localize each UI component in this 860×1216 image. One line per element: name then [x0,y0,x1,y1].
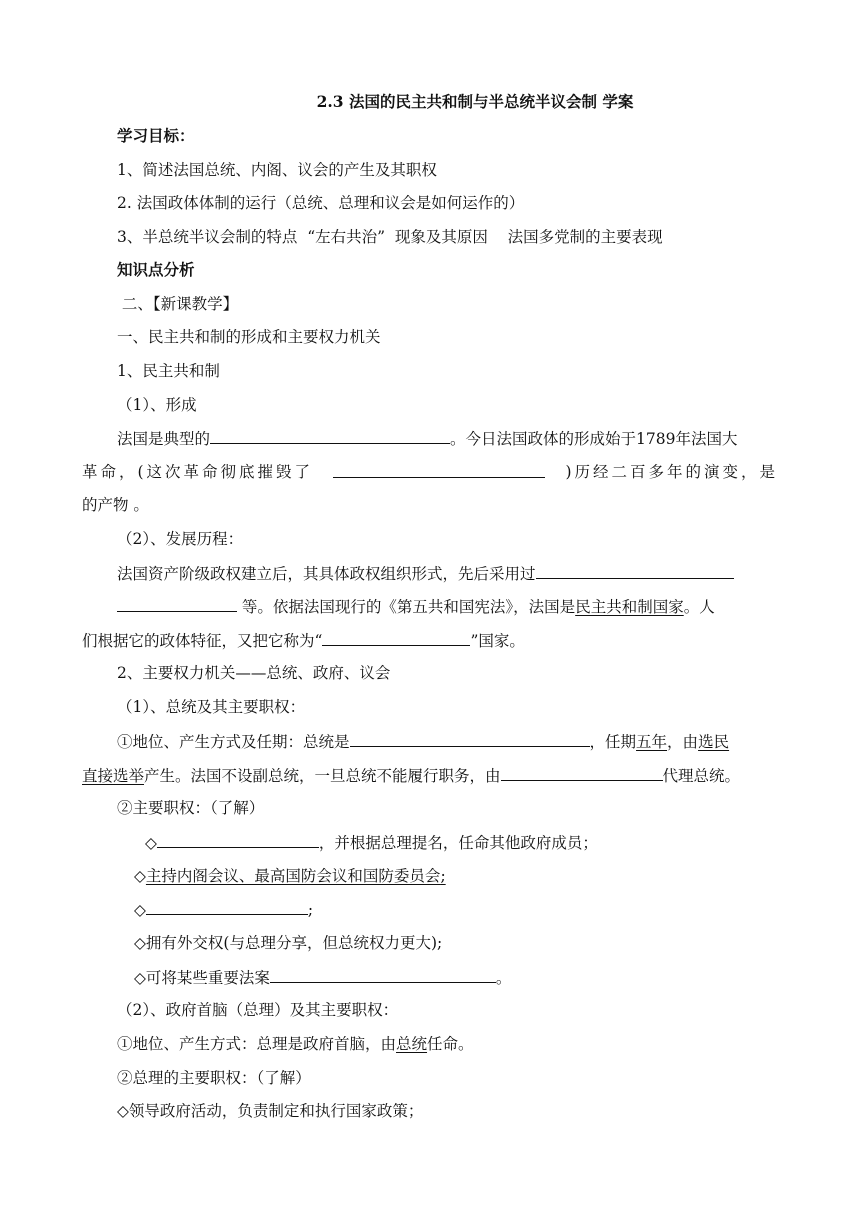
underlined-answer: 民主共和制国家 [575,598,684,616]
fill-blank[interactable] [501,765,663,781]
text-span: ”国家。 [470,632,525,650]
text-span: 等。依据法国现行的《第五共和国宪法》，法国是 [237,598,576,616]
formation-line-1 [117,428,737,449]
formation-label: （1）、形成 [117,396,197,414]
president-label: （1）、总统及其主要职权： [117,698,306,716]
history-line-2 [117,596,715,617]
objective-item: 2. 法国政体体制的运行（总统、总理和议会是如何运作的） [117,194,525,212]
page-title [0,92,860,112]
text-span: ①地位、产生方式及任期：总统是 [117,733,350,751]
text-span: 。今日法国政体的形成始于1789年法国大 [450,430,738,448]
fill-blank[interactable] [117,596,237,612]
fill-blank[interactable] [322,630,470,646]
power-item [134,967,511,988]
power-item: ◇领导政府活动，负责制定和执行国家政策； [117,1102,424,1120]
premier-powers-label: ②总理的主要职权：（了解） [117,1069,311,1087]
section-heading: 二、【新课教学】 [117,295,239,313]
text-span: ; [307,901,314,919]
diamond-bullet: ◇ [134,901,146,919]
power-item: ◇拥有外交权(与总理分享，但总统权力更大); [134,934,443,952]
text-span: ，由 [667,733,699,751]
power-item [145,832,598,853]
premier-line-1 [117,1034,474,1054]
formation-line-2 [82,462,778,482]
text-span: 任命。 [427,1035,474,1053]
fill-blank[interactable] [536,563,734,579]
formation-line-3: 的产物 。 [82,496,149,514]
text-span: 。人 [683,598,715,616]
analysis-heading: 知识点分析 [117,260,195,279]
underlined-answer: 总统 [396,1035,428,1053]
underlined-answer: 五年 [636,733,668,751]
history-line-1 [117,563,734,584]
fill-blank[interactable] [146,899,308,915]
page-title-text: 2.3 法国的民主共和制与半总统半议会制 学案 [316,92,634,111]
objective-item: 3、半总统半议会制的特点 “左右共治” 现象及其原因 法国多党制的主要表现 [117,228,663,246]
underlined-answer: 直接选举 [82,767,145,785]
text-span: 代理总统。 [662,767,741,785]
fill-blank[interactable] [350,731,590,747]
power-item [134,866,446,886]
text-span: 产生。法国不设副总统，一旦总统不能履行职务，由 [144,767,501,785]
text-span: 。 [495,969,512,987]
text-span: )历经二百多年的演变，是 [565,463,778,481]
diamond-bullet: ◇ [134,867,146,885]
history-line-3 [82,630,525,651]
text-span: ◇可将某些重要法案 [134,969,270,987]
text-span: 法国资产阶级政权建立后，其具体政权组织形式，先后采用过 [117,565,536,583]
fill-blank[interactable] [333,462,545,478]
objective-item: 1、简述法国总统、内阁、议会的产生及其职权 [117,161,437,179]
text-span: ; [440,867,446,885]
underlined-answer: 主持内阁会议、最高国防会议和国防委员会 [145,867,441,885]
premier-label: （2）、政府首脑（总理）及其主要职权： [117,1001,399,1019]
diamond-bullet: ◇ [145,834,157,852]
part-heading: 一、民主共和制的形成和主要权力机关 [117,328,381,346]
text-span: ①地位、产生方式：总理是政府首脑，由 [117,1035,397,1053]
text-span: 们根据它的政体特征，又把它称为“ [82,632,323,650]
president-line-2 [82,765,740,786]
text-span: ，任期 [589,733,637,751]
text-span: 法国是典型的 [117,430,211,448]
text-span: 革命，(这次革命彻底摧毁了 [82,463,314,481]
subsection-heading: 2、主要权力机关——总统、政府、议会 [117,664,391,682]
text-span: ，并根据总理提名，任命其他政府成员； [318,834,598,852]
underlined-answer: 选民 [698,733,730,751]
president-powers-label: ②主要职权：（了解） [117,799,265,817]
power-item [134,899,313,920]
objectives-heading: 学习目标： [117,126,195,145]
fill-blank[interactable] [270,967,496,983]
fill-blank[interactable] [210,428,450,444]
fill-blank[interactable] [157,832,319,848]
subsection-heading: 1、民主共和制 [117,362,220,380]
history-label: （2）、发展历程： [117,530,244,548]
president-line-1 [117,731,729,752]
